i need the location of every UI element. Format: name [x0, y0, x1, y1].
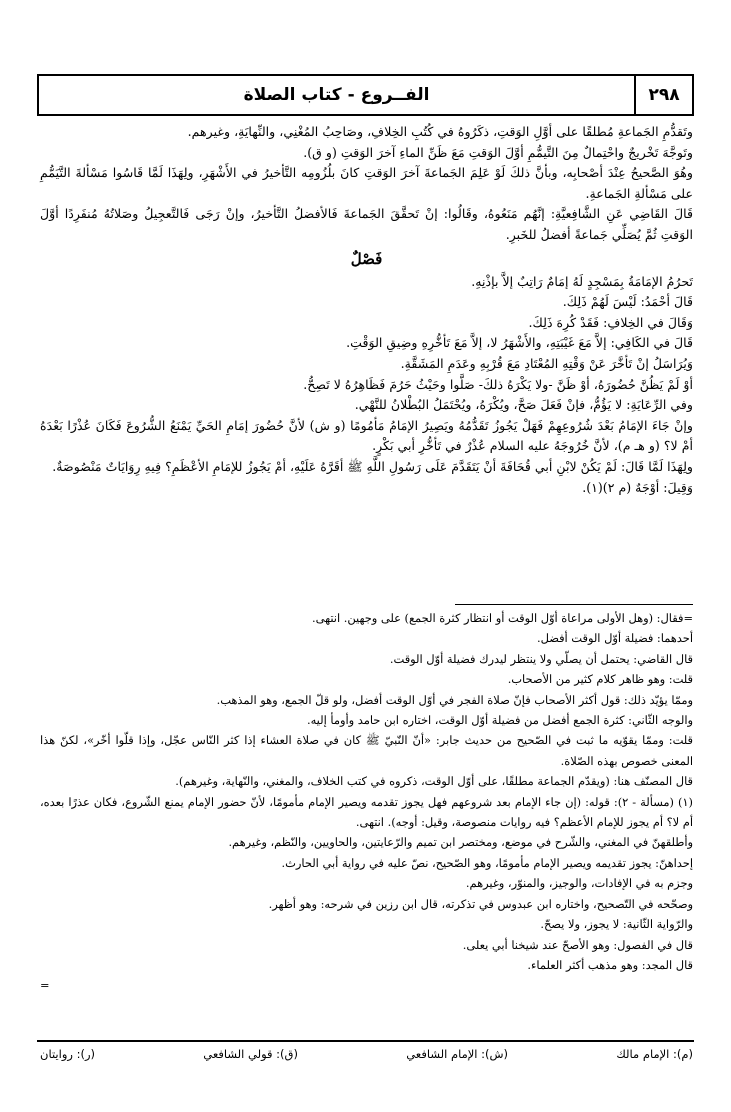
footnote-line: والوجه الثّاني: كثرة الجمع أفضل من فضيلة أوّل الوقت، اختاره ابن حامد وأومأ إليه. [306, 713, 693, 728]
running-title: الفــروع - كتاب الصلاة [243, 85, 430, 105]
footnote-line: قال القاضي: يحتمل أن يصلّي ولا ينتظر ليدرك فضيلة أوّل الوقت. [389, 651, 693, 666]
footnote-line: والرّواية الثّانية: لا يجوز، ولا يصحّ. [540, 917, 693, 932]
footnotes [40, 608, 693, 996]
paragraph: قَالَ في الكَافِي: إلاَّ مَعَ غَيْبَتِهِ، والأَشْهَرُ لا، إلاَّ مَعَ تَأخُّرِهِ وضِيقِ الوَقْتِ. [346, 335, 693, 351]
paragraph: وَقِيلَ: أوْجَهٌ (م ٢)(١). [582, 479, 693, 495]
footnote-line: وصحّحه في التّصحيح، واختاره ابن عبدوس في تذكرته، قال ابن رزين في شرحه: وهو أظهر. [268, 896, 693, 911]
abbr-malik: (م): الإمام مالك [616, 1047, 693, 1061]
continuation-mark: = [40, 978, 50, 993]
abbr-shafii-two-sayings: (ق): قولي الشافعي [203, 1047, 298, 1061]
section-heading: فَصْلٌ [350, 249, 383, 268]
footnote-line: قال المجد: وهو مذهب أكثر العلماء. [527, 957, 693, 972]
paragraph: وهُوَ الصَّحيحُ عِنْدَ أصْحابِه، وبأنَّ ذلكَ لَوْ عَلِمَ الجَماعةَ آخرَ الوَقتِ كانَ بلُزُومِه التَّأخيرُ في الأَشْهَرِ، ولِهَذَا لَمَّا قَاسُوا مَسْألةَ التَّيَمُّمِ على مَسْألةِ الجَماعةِ. [40, 165, 693, 201]
footnote-line: قال المصنّف هنا: (ويقدّم الجماعة مطلقًا، على أوّل الوقت، ذكروه في كتب الخلاف، والمغني، والنّهاية، وغيرهم). [175, 774, 693, 789]
paragraph: تَحرُمُ الإمَامَةُ بِمَسْجِدٍ لَهُ إمَامٌ رَاتِبٌ إلاَّ بإذْنِهِ. [471, 273, 693, 289]
footnote-line: أحدهما: فضيلة أوّل الوقت أفضل. [536, 631, 693, 646]
paragraph: قَالَ القَاضِي عَنِ الشَّافِعيَّةِ: إنَّهُم مَنَعُوهُ، وقَالُوا: إنْ تَحقَّقَ الجَماعةَ فَالأفضلُ التَّأخيرُ، وإنْ رَجَى فَالتَّعجِيلُ وصَلاتُهُ مُنفَرِدًا أوَّلَ الوَقتِ ثُمَّ يُصَلِّي جَماعةً أفضلُ للخَبرِ. [40, 206, 693, 242]
paragraph: وإنْ جَاءَ الإمَامُ بَعْدَ شُرُوعِهِمْ فَهَلْ يَجُوزُ تَقَدُّمُهُ ويَصِيرُ الإمَامُ مَأمُومًا (و ش) لأنَّ حُضُورَ إمَامِ الحَيِّ يَمْنَعُ الشُّرُوعَ فَكَانَ عُذْرًا بَعْدَهُ أمْ لا؟ (و هـ م)، لأنَّ خُرُوجَهُ عليه السلام عُذْرٌ في تَأخُّرِ أبي بَكْرٍ. [40, 417, 693, 454]
abbreviations-legend [40, 1044, 693, 1064]
paragraph: أوْ لَمْ يَظُنَّ حُضُورَهُ، أوْ ظَنَّ -ولا يَكْرَهُ ذلكَ- صَلَّوا وحَيْثُ حَرُمَ فَظَاهِرُهُ لا تَصِحُّ. [303, 376, 693, 392]
paragraph: وَقَالَ في الخِلافِ: فَقَدْ كُرِهَ ذَلِكَ. [528, 314, 693, 330]
page-header [37, 74, 694, 116]
paragraph: وتَوجَّهَ تَخْريجٌ واحْتِمالٌ مِنَ التَّيمُّمِ أوَّلَ الوَقتِ مَعَ ظَنِّ الماءِ آخرَ الوَقتِ (و ق). [303, 144, 693, 160]
abbr-shafii: (ش): الإمام الشافعي [406, 1047, 509, 1061]
footnote-line: قال في الفصول: وهو الأصحّ عند شيخنا أبي يعلى. [462, 937, 693, 952]
abbr-two-narrations: (ر): روايتان [40, 1047, 95, 1061]
page-number: ٢٩٨ [634, 76, 692, 114]
paragraph: ولِهَذَا لَمَّا قَالَ: لَمْ يَكُنْ لابْنِ أبي قُحَافَةَ أنْ يَتَقَدَّمَ عَلَى رَسُولِ اللَّهِ ﷺ أقَرَّهُ عَلَيْهِ، أمْ يَجُوزُ للإمَامِ الأعْظَمِ؟ فِيهِ رِوَايَاتٌ مَنْصُوصَةٌ. [52, 458, 693, 474]
footer-rule [37, 1040, 694, 1042]
footnote-line: قلت: وهو ظاهر كلام كثير من الأصحاب. [507, 672, 693, 687]
footnote-separator [455, 604, 693, 605]
paragraph: وفي الرِّعَايَةِ: لا يَؤُمُّ، فإنْ فَعَلَ صَحَّ، ويُكْرَهُ، ويُحْتَمَلُ البُطْلانُ للنَّهْي. [354, 397, 693, 413]
paragraph: وَيُرَاسَلُ إنْ تَأخَّرَ عَنْ وَقْتِهِ المُعْتَادِ مَعَ قُرْبِهِ وعَدَمِ المَشَقَّةِ. [400, 355, 693, 371]
footnote-line: وجزم به في الإفادات، والوجيز، والمنوّر، وغيرهم. [465, 876, 693, 891]
main-text [40, 122, 693, 498]
footnote-line: وأطلقهنّ في المغني، والشّرح في موضع، ومختصر ابن تميم والرّعايتين، والحاويين، والنّظم، وغيرهم. [228, 835, 693, 850]
footnote-line: وممّا يؤيّد ذلك: قول أكثر الأصحاب فإنّ صلاة الفجر في أوّل الوقت أفضل، ولو قلّ الجمع، وهو المذهب. [216, 692, 693, 707]
paragraph: وتَقدُّمِ الجَماعةِ مُطلقًا على أوَّلِ الوَقتِ، ذكَرُوهُ في كُتُبِ الخِلافِ، وصَاحِبُ المُغْنِي، والنِّهايَةِ، وغيرهم. [187, 124, 693, 139]
footnote-line: (١) (مسألة - ٢): قوله: (إن جاء الإمام بعد شروعهم فهل يجوز تقدمه ويصير الإمام مأمومًا، لأنّ حضور الإمام يمنع الشّروع، فكان عذرًا بعده، أم لا؟ أم يجوز للإمام الأعظم؟ فيه روايات منصوصة، وقيل: أوجه). انتهى. [40, 794, 693, 830]
footnote-line: إحداهنّ: يجوز تقديمه ويصير الإمام مأمومًا، وهو الصّحيح، نصّ عليه في رواية أبي الحارث. [281, 855, 693, 870]
footnote-line: =فقال: (وهل الأولى مراعاة أوّل الوقت أو انتظار كثرة الجمع) على وجهين. انتهى. [311, 611, 693, 625]
paragraph: قَالَ أحْمَدُ: لَيْسَ لَهُمْ ذَلِكَ. [562, 294, 693, 310]
footnote-line: قلت: وممّا يقوّيه ما ثبت في الصّحيح من حديث جابر: «أنّ النّبيّ ﷺ كان في صلاة العشاء إذا كثر النّاس عجّل، وإذا قلّوا أخّر»، لكنّ هذا المعنى خصوص بهذه الصّلاة. [40, 733, 693, 768]
